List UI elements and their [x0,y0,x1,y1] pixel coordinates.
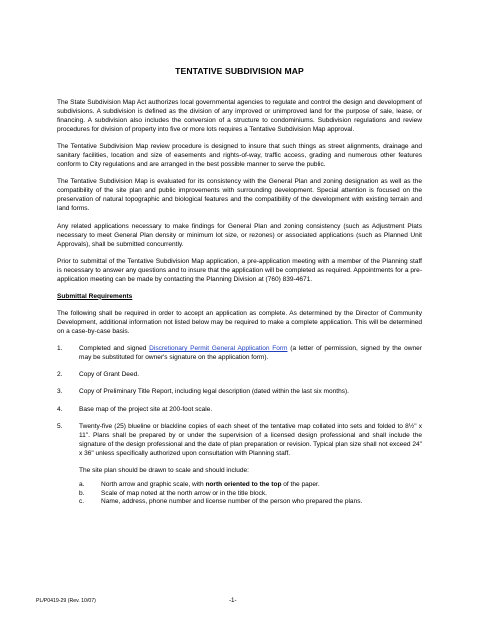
intro-paragraph-5: Prior to submittal of the Tentative Subdivision Map application, a pre-application meeting with a member of the Planning staff is necessary to answer any questions and to insure that the application will be completed as required. Appointments for a pre-application meeting can be made by contacting the Planning Division at (760) 839-4671. [57,257,422,283]
requirement-text-before-link: Completed and signed [79,344,150,352]
subitem-letter: a. [79,481,85,489]
intro-paragraph-3: The Tentative Subdivision Map is evaluated for its consistency with the General Plan and zoning designation as well as the compatibility of the site plan and public improvements with surrounding development. Special attention is focused on the preservation of natural topographic and biological features and the compatibility of the development with existing terrain and land forms. [57,178,422,213]
requirement-item-1 [57,344,422,362]
requirement-number: 2. [57,371,63,379]
subitem-letter: b. [79,489,85,497]
requirement-item-2 [57,370,422,379]
requirement-text-after-link: (a letter of permission, signed by the owner may be substituted for owner's signature on the application form). [79,344,422,361]
subitem-text [101,481,422,490]
general-application-form-link[interactable]: Discretionary Permit General Application Form [149,344,288,352]
submittal-intro-paragraph: The following shall be required in order to accept an application as complete. As determined by the Director of Community Development, additional information not listed below may be required to make a complete application. This will be determined on a case-by-case basis. [57,309,422,335]
subitem-text-after-bold: of the paper. [281,481,320,489]
intro-paragraph-4: Any related applications necessary to make findings for General Plan and zoning consistency (such as Adjustment Plats necessary to meet General Plan density or minimum lot size, or rezones) or associated applications (such as Planned Unit Approvals), shall be submitted concurrently. [57,222,422,248]
requirement-item-3 [57,387,422,396]
requirement-number: 3. [57,388,63,396]
requirement-text [79,344,422,362]
subitem-text-before-bold: North arrow and graphic scale, with [101,481,206,489]
requirement-text: Twenty-five (25) blueline or blackline copies of each sheet of the tentative map collated into sets and folded to 8½" x 11". Plans shall be prepared by or under the supervision of a licensed design professional and shall include the signature of the design professional and the date of plan preparation or revision. Typical plan size shall not exceed 24" x 36" unless specifically authorized upon consultation with Planning staff. [79,422,422,458]
form-code-footer: PL/P0419-29 (Rev. 10/07) [36,598,96,604]
requirement-item-5 [57,422,422,458]
requirement-text: Base map of the project site at 200-foot scale. [79,405,213,413]
intro-paragraph-2: The Tentative Subdivision Map review procedure is designed to insure that such things as street alignments, drainage and sanitary facilities, location and size of easements and rights-of-way, traffic access, grading and numerous other features conform to City regulations and are arranged in the best possible manner to serve the public. [57,143,422,169]
page-number: -1- [229,597,237,604]
site-plan-subitem-c [79,498,422,507]
requirement-item-4 [57,405,422,414]
document-body [57,66,422,507]
subitem-text: Scale of map noted at the north arrow or in the title block. [101,489,267,497]
subitem-text: Name, address, phone number and license number of the person who prepared the plans. [101,498,363,506]
requirement-text: Copy of Grant Deed. [79,371,140,379]
subitem-bold-phrase: north oriented to the top [205,481,282,489]
subitem-letter: c. [79,498,85,506]
site-plan-intro: The site plan should be drawn to scale and should include: [79,467,249,475]
document-title: TENTATIVE SUBDIVISION MAP [175,66,304,76]
submittal-requirements-heading: Submittal Requirements [57,292,133,300]
site-plan-subitem-a [79,481,422,490]
intro-paragraph-1: The State Subdivision Map Act authorizes local governmental agencies to regulate and control the design and development of subdivisions. A subdivision is defined as the division of any improved or unimproved land for the purpose of sale, lease, or financing. A subdivision also includes the conversion of a structure to condominiums. Subdivision regulations and review procedures for division of property into five or more lots requires a Tentative Subdivision Map approval. [57,99,422,134]
requirement-number: 5. [57,422,63,430]
requirement-number: 4. [57,405,63,413]
requirement-text: Copy of Preliminary Title Report, including legal description (dated within the last six months). [79,388,350,396]
requirement-number: 1. [57,344,63,352]
site-plan-subitem-b [79,490,422,499]
